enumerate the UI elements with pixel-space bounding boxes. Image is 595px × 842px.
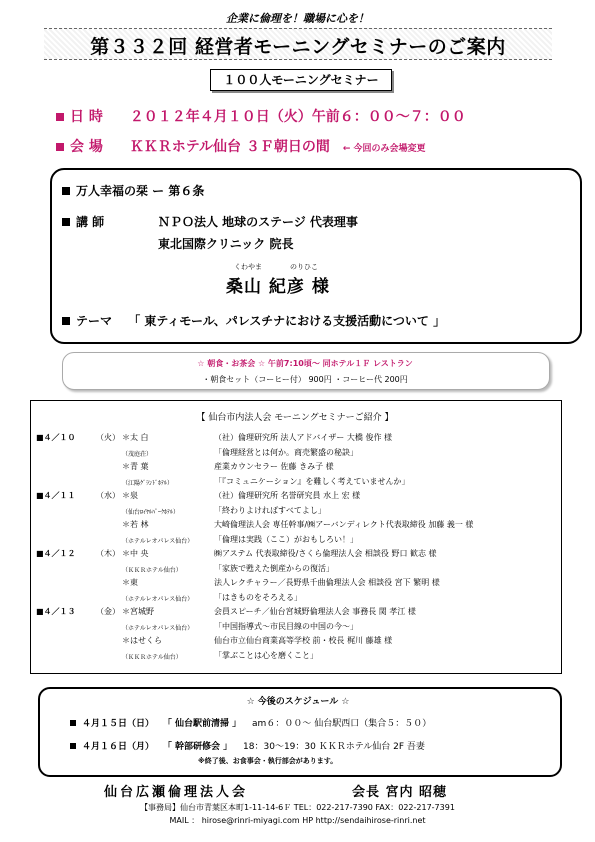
intro-speaker: ㈱アステム 代表取締役/さくら倫理法人会 相談役 野口 歓志 様: [214, 549, 437, 558]
intro-speaker: 「『コミュニケーション』を難しく考えていませんか」: [214, 476, 410, 486]
intro-speaker: 「家族で甦えた倒産からの復活」: [214, 563, 334, 573]
square-bullet-icon: [70, 743, 76, 749]
intro-chapter: （江陽ｸﾞﾗﾝﾄﾞﾎﾃﾙ）: [122, 479, 174, 487]
intro-chapter: ＊太 白: [122, 433, 149, 442]
office-line: 【事務局】仙台市青葉区本町1-11-14-6Ｆ TEL：022-217-7390 FAX：022-217-7391: [140, 803, 455, 812]
date-row: [56, 106, 466, 126]
intro-chapter: （ホテルレオパレス仙台）: [122, 537, 194, 545]
schedule-date: ４月１５日（日）: [82, 719, 155, 729]
ruby-given: のりひこ: [290, 263, 318, 271]
intro-speaker: 会員スピーチ／仙台宮城野倫理法人会 事務長 関 孝江 様: [214, 607, 416, 616]
schedule-detail: am６：００～ 仙台駅西口（集合５：５０）: [252, 719, 432, 729]
ruby-family: くわやま: [234, 263, 262, 271]
intro-chapter: ＊宮城野: [122, 607, 154, 616]
intro-chapter: （ホテルレオパレス仙台）: [122, 595, 194, 603]
intro-speaker: 産業カウンセラー 佐藤 きみ子 様: [214, 462, 334, 471]
intro-title: 【 仙台市内法人会 モーニングセミナーご紹介 】: [196, 413, 394, 423]
intro-chapter: ＊中 央: [122, 549, 149, 558]
chair-name: 会長 宮内 昭穂: [352, 785, 448, 800]
lecture-item-text: 万人幸福の栞 ー 第６条: [76, 184, 205, 198]
intro-chapter: ＊泉: [122, 491, 138, 500]
breakfast-line2: ・朝食セット（コーヒー付） 900円 ・コーヒー代 200円: [202, 375, 408, 384]
venue-value: ＫＫＲホテル仙台 ３Ｆ朝日の間: [129, 139, 330, 155]
tagline: 企業に倫理を！職場に心を！: [226, 12, 369, 25]
intro-date: ■４／１０: [36, 433, 76, 442]
theme-row: [62, 312, 445, 329]
lecturer-row: [62, 213, 104, 230]
intro-speaker: 「終わりよければすべてよし」: [214, 505, 326, 515]
intro-speaker: 「倫理経営とは何か。商売繁盛の秘訣」: [214, 447, 358, 457]
intro-speaker: 「中国指導式～市民目線の中国の今～」: [214, 621, 358, 631]
intro-speaker: （社）倫理研究所 法人アドバイザー 大橋 俊作 様: [214, 433, 393, 442]
lecturer-org1: ＮＰＯ法人 地球のステージ 代表理事: [158, 215, 358, 229]
intro-chapter: ＊はせくら: [122, 636, 162, 645]
intro-weekday: （水）: [96, 491, 120, 500]
square-bullet-icon: [62, 218, 70, 226]
intro-speaker: 「倫理は実践（ここ）がおもしろい！」: [214, 534, 358, 544]
intro-chapter: ＊若 林: [122, 520, 149, 529]
schedule-item: [70, 716, 431, 729]
intro-chapter: ＊東: [122, 578, 138, 587]
breakfast-line1: ☆ 朝食・お茶会 ☆ 午前7:10頃～ 同ホテル１Ｆ レストラン: [197, 359, 413, 368]
lecture-item: [62, 182, 204, 199]
intro-weekday: （火）: [96, 433, 120, 442]
intro-speaker: 法人レクチャラー／長野県千曲倫理法人会 相談役 宮下 繁明 様: [214, 578, 440, 587]
lecturer-name: 桑山 紀彦 様: [226, 277, 330, 297]
intro-weekday: （金）: [96, 607, 120, 616]
intro-speaker: 大崎倫理法人会 専任幹事/㈱アーバンディレクト代表取締役 加藤 義一 様: [214, 520, 474, 529]
venue-row: [56, 136, 426, 156]
schedule-title: ☆ 今後のスケジュール ☆: [246, 697, 350, 707]
schedule-event: 「 仙台駅前清掃 」: [162, 719, 242, 729]
page-title: 第３３２回 経営者モーニングセミナーのご案内: [90, 36, 506, 58]
venue-label: 会 場: [70, 139, 103, 155]
schedule-event: 「 幹部研修会 」: [162, 742, 233, 752]
intro-chapter: ＊青 葉: [122, 462, 149, 471]
intro-chapter: （ＫＫＲホテル仙台）: [122, 653, 182, 661]
schedule-item: [70, 739, 425, 752]
intro-speaker: 「はきものをそろえる」: [214, 592, 302, 602]
theme-label: テーマ: [76, 314, 113, 328]
schedule-date: ４月１６日（月）: [82, 742, 155, 752]
venue-note: ← 今回のみ会場変更: [342, 144, 426, 154]
lecturer-org2: 東北国際クリニック 院長: [158, 237, 294, 251]
intro-chapter: （ホテルレオパレス仙台）: [122, 624, 194, 632]
intro-date: ■４／１２: [36, 549, 76, 558]
theme-value: 「 東ティモール、パレスチナにおける支援活動について 」: [128, 314, 446, 328]
schedule-note: ※終了後、お食事会・執行部会があります。: [198, 757, 338, 765]
contact-line: MAIL ： hirose@rinri-miyagi.com HP http://sendaihirose-rinri.net: [169, 816, 426, 825]
intro-date: ■４／１１: [36, 491, 76, 500]
square-bullet-icon: [62, 317, 70, 325]
date-value: ２０１２年４月１０日（火）午前６：００～７：００: [129, 109, 466, 125]
subtitle-badge: １００人モーニングセミナー: [210, 69, 392, 91]
intro-speaker: （社）倫理研究所 名誉研究員 水上 宏 様: [214, 491, 361, 500]
intro-weekday: （木）: [96, 549, 120, 558]
intro-speaker: 仙台市立仙台商業高等学校 前・校長 梶川 藤雄 様: [214, 636, 393, 645]
intro-chapter: （ＫＫＲホテル仙台）: [122, 566, 182, 574]
schedule-detail: 18：30～19：30 ＫＫＲホテル仙台 2F 吾妻: [243, 742, 425, 752]
intro-chapter: （茂庭荘）: [122, 450, 153, 458]
square-bullet-icon: [56, 113, 64, 121]
square-bullet-icon: [70, 720, 76, 726]
intro-date: ■４／１３: [36, 607, 76, 616]
square-bullet-icon: [56, 143, 64, 151]
lecturer-label: 講 師: [76, 215, 105, 229]
date-label: 日 時: [70, 109, 103, 125]
intro-speaker: 「掌ぶことは心を磨くこと」: [214, 650, 318, 660]
org-name: 仙台広瀬倫理法人会: [104, 785, 249, 800]
square-bullet-icon: [62, 187, 70, 195]
intro-chapter: （仙台ﾛｲﾔﾙﾊﾟｰｸﾎﾃﾙ）: [122, 508, 180, 516]
